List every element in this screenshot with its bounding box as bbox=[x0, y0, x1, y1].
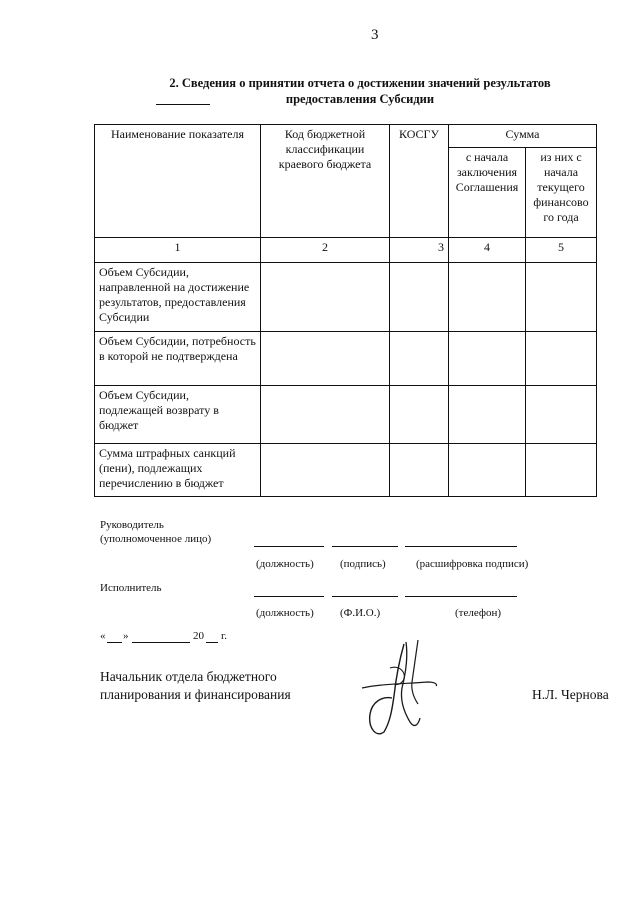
table-row bbox=[95, 332, 597, 386]
row-label: Объем Субсидии, направленной на достижение результатов, предоставления Субсидии bbox=[95, 263, 261, 332]
header-budget-code: Код бюджетной классификации краевого бюджета bbox=[261, 125, 390, 238]
header-sum-current-year: из них с начала текущего финансово го года bbox=[526, 148, 597, 238]
report-table bbox=[94, 124, 597, 497]
date-month-line bbox=[132, 642, 190, 643]
footer-position-line2: планирования и финансирования bbox=[100, 687, 291, 702]
row-label: Объем Субсидии, потребность в которой не подтверждена bbox=[95, 332, 261, 386]
table-cell bbox=[449, 332, 526, 386]
table-cell bbox=[390, 332, 449, 386]
column-number: 5 bbox=[526, 238, 597, 263]
column-numbers-row bbox=[95, 238, 597, 263]
table-cell bbox=[390, 444, 449, 497]
caption-signature: (подпись) bbox=[340, 558, 386, 570]
section-title-line1: 2. Сведения о принятии отчета о достижении значений результатов bbox=[169, 76, 551, 90]
handwritten-signature bbox=[360, 638, 440, 738]
signature-line bbox=[405, 596, 517, 597]
signature-line bbox=[254, 546, 324, 547]
table-cell bbox=[526, 386, 597, 444]
table-row bbox=[95, 386, 597, 444]
header-kosgu: КОСГУ bbox=[390, 125, 449, 238]
caption-position: (должность) bbox=[256, 558, 314, 570]
column-number: 3 bbox=[390, 238, 449, 263]
signature-line bbox=[254, 596, 324, 597]
date-day-line bbox=[107, 642, 122, 643]
header-sum-from-start: с начала заключения Соглашения bbox=[449, 148, 526, 238]
row-label: Сумма штрафных санкций (пени), подлежащих перечислению в бюджет bbox=[95, 444, 261, 497]
footer-position-line1: Начальник отдела бюджетного bbox=[100, 669, 277, 684]
section-title-line2: предоставления Субсидии bbox=[285, 92, 435, 106]
caption-fio: (Ф.И.О.) bbox=[340, 607, 381, 619]
column-number: 4 bbox=[449, 238, 526, 263]
table-cell bbox=[449, 386, 526, 444]
date-year-line bbox=[206, 642, 218, 643]
executor-label: Исполнитель bbox=[100, 582, 162, 594]
table-cell bbox=[390, 386, 449, 444]
column-number: 2 bbox=[261, 238, 390, 263]
date-open-quote: « bbox=[100, 630, 106, 642]
date-suffix: г. bbox=[221, 630, 228, 642]
page-number: 3 bbox=[371, 27, 379, 43]
head-sublabel: (уполномоченное лицо) bbox=[100, 533, 212, 545]
head-label: Руководитель bbox=[100, 519, 164, 531]
header-sum: Сумма bbox=[449, 125, 597, 148]
table-cell bbox=[261, 386, 390, 444]
header-name: Наименование показателя bbox=[95, 125, 261, 238]
header-row bbox=[95, 125, 597, 148]
footer-signatory: Н.Л. Чернова bbox=[532, 687, 609, 702]
table-cell bbox=[449, 444, 526, 497]
table-cell bbox=[526, 444, 597, 497]
table-row bbox=[95, 444, 597, 497]
caption-position: (должность) bbox=[256, 607, 314, 619]
table-cell bbox=[261, 332, 390, 386]
signature-line bbox=[332, 596, 398, 597]
caption-decoding: (расшифровка подписи) bbox=[416, 558, 529, 570]
row-label: Объем Субсидии, подлежащей возврату в бюджет bbox=[95, 386, 261, 444]
table-cell bbox=[390, 263, 449, 332]
signature-line bbox=[405, 546, 517, 547]
signature-line bbox=[332, 546, 398, 547]
table-cell bbox=[261, 263, 390, 332]
table-cell bbox=[526, 332, 597, 386]
table-cell bbox=[261, 444, 390, 497]
date-close-quote: » bbox=[123, 630, 129, 642]
date-year: 20 bbox=[193, 630, 204, 642]
table-cell bbox=[449, 263, 526, 332]
table-row bbox=[95, 263, 597, 332]
title-blank-line bbox=[156, 104, 210, 105]
column-number: 1 bbox=[95, 238, 261, 263]
caption-phone: (телефон) bbox=[455, 607, 502, 619]
table-cell bbox=[526, 263, 597, 332]
